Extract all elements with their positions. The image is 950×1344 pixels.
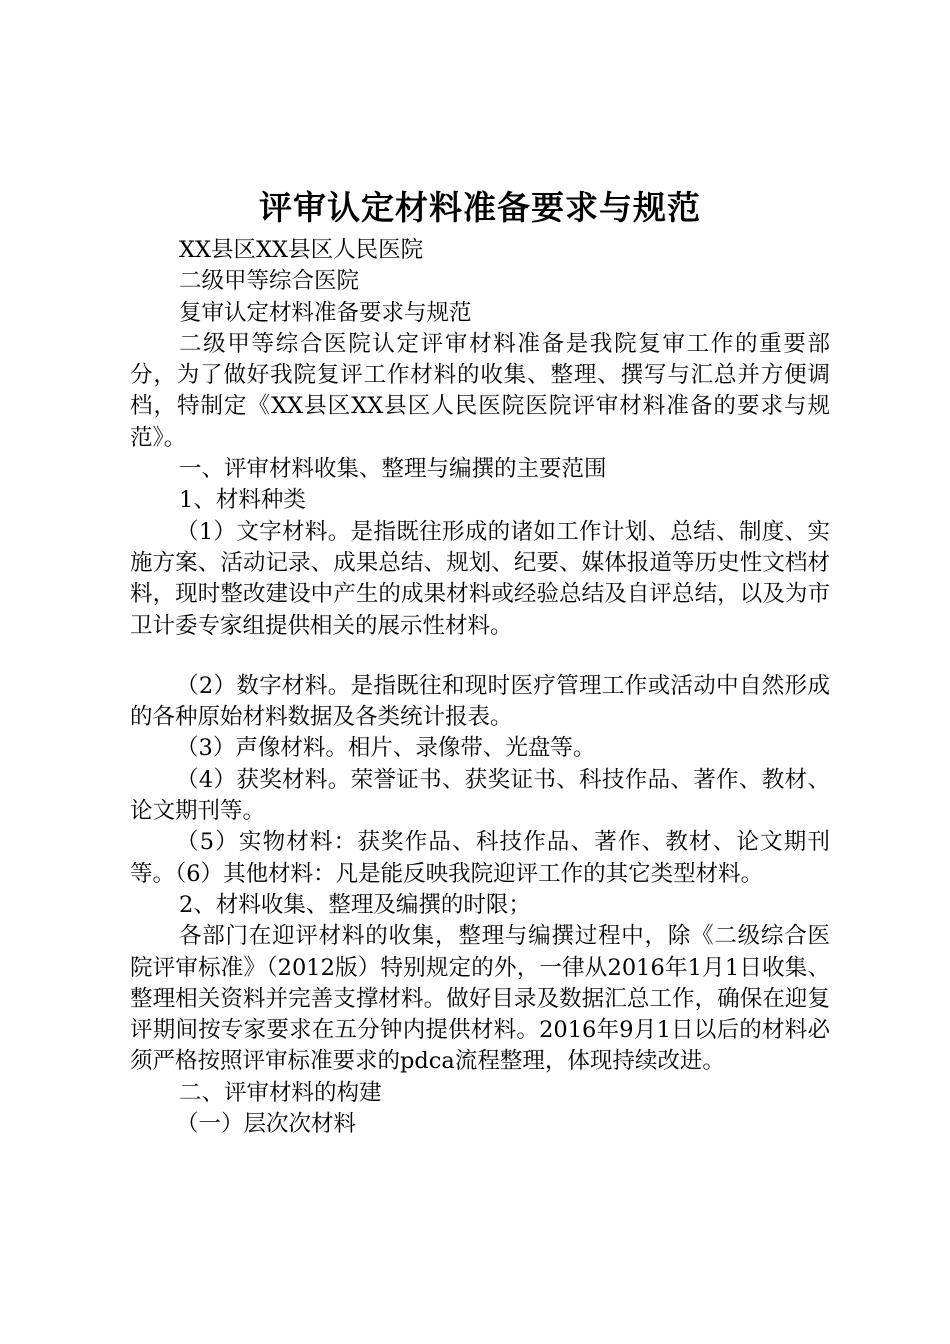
subsection-heading-1: 1、材料种类 (179, 487, 306, 514)
intro-paragraph: 二级甲等综合医院认定评审材料准备是我院复审工作的重要部分，为了做好我院复评工作材料的收集、整理、撰写与汇总并方便调档，特制定《XX县区XX县区人民医院医院评审材料准备的要求与规范》。 (130, 330, 830, 451)
text-materials-paragraph: （1）文字材料。是指既往形成的诸如工作计划、总结、制度、实施方案、活动记录、成果总结、规划、纪要、媒体报道等历史性文档材料，现时整改建设中产生的成果材料或经验总结及自评总结，以及为市卫计委专家组提供相关的展示性材料。 (130, 518, 830, 639)
subsection-heading-3: （一）层次次材料 (176, 1111, 357, 1138)
hospital-grade-line: 二级甲等综合医院 (179, 268, 360, 295)
award-materials-paragraph: （4）获奖材料。荣誉证书、获奖证书、科技作品、著作、教材、论文期刊等。 (130, 766, 830, 825)
document-page (130, 185, 830, 1140)
digital-materials-paragraph: （2）数字材料。是指既往和现时医疗管理工作或活动中自然形成的各种原始材料数据及各类统计报表。 (130, 672, 830, 731)
document-title: 评审认定材料准备要求与规范 (259, 188, 701, 227)
blank-line (130, 642, 830, 671)
section-heading-1: 一、评审材料收集、整理与编撰的主要范围 (179, 456, 607, 483)
section-heading-2: 二、评审材料的构建 (179, 1079, 382, 1106)
time-limit-paragraph: 各部门在迎评材料的收集，整理与编撰过程中，除《二级综合医院评审标准》（2012版）特别规定的外，一律从2016年1月1日收集、整理相关资料并完善支撑材料。做好目录及数据汇总工作，确保在迎复评期间按专家要求在五分钟内提供材料。2016年9月1日以后的材料必须严格按照评审标准要求的pdca流程整理，体现持续改进。 (130, 923, 830, 1075)
audio-video-materials-paragraph: （3）声像材料。相片、录像带、光盘等。 (176, 735, 596, 762)
physical-materials-paragraph: （5）实物材料：获奖作品、科技作品、著作、教材、论文期刊等。（6）其他材料：凡是能反映我院迎评工作的其它类型材料。 (130, 829, 830, 887)
subsection-heading-2: 2、材料收集、整理及编撰的时限； (179, 891, 531, 918)
subtitle-line: 复审认定材料准备要求与规范 (179, 299, 472, 326)
hospital-name-line: XX县区XX县区人民医院 (179, 237, 424, 263)
